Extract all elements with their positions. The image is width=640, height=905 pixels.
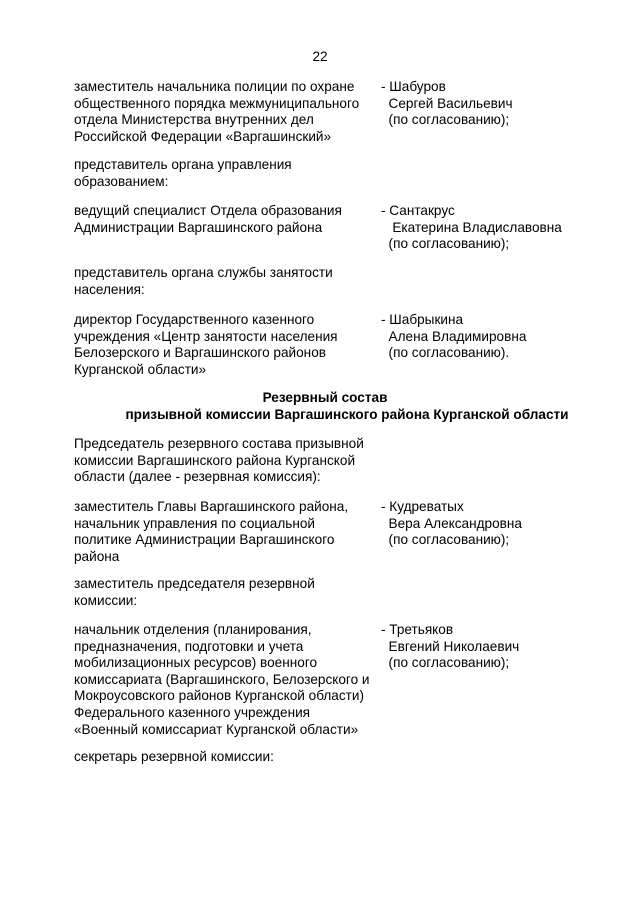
- person-line: (по согласованию);: [381, 236, 510, 252]
- role-employment-director: [74, 312, 374, 378]
- role-line: образованием:: [74, 173, 169, 189]
- person-line: - Шабуров: [381, 79, 446, 94]
- heading-line: призывной комиссии Варгашинского района Курганской области: [125, 406, 569, 422]
- role-military-department-head: [74, 622, 374, 738]
- person-line: Алена Владимировна: [381, 328, 527, 344]
- role-line: Федерального казенного учреждения: [74, 704, 311, 720]
- role-line: Курганской области»: [74, 361, 207, 377]
- person-kudrevatykh: [381, 499, 601, 549]
- role-education-representative: [74, 157, 374, 190]
- role-line: Российской Федерации «Варгашинский»: [74, 128, 332, 144]
- role-line: политике Администрации Варгашинского: [74, 532, 335, 548]
- person-line: Евгений Николаевич: [381, 638, 520, 654]
- person-line: Сергей Васильевич: [381, 95, 513, 111]
- role-line: предназначения, подготовки и учета: [74, 638, 304, 654]
- person-line: - Шабрыкина: [381, 312, 464, 327]
- role-police-deputy: [74, 79, 374, 145]
- heading-line: Резервный состав: [262, 390, 388, 405]
- person-shabrykina: [381, 312, 601, 362]
- role-line: общественного порядка межмуниципального: [74, 95, 360, 111]
- person-line: (по согласованию).: [381, 345, 510, 361]
- person-tretyakov: [381, 622, 601, 672]
- role-line: представитель органа управления: [74, 157, 292, 172]
- person-line: - Третьяков: [381, 622, 454, 637]
- role-line: ведущий специалист Отдела образования: [74, 203, 342, 218]
- role-line: директор Государственного казенного: [74, 312, 315, 327]
- person-line: Вера Александровна: [381, 515, 522, 531]
- role-line: начальник отделения (планирования,: [74, 622, 312, 637]
- person-line: - Сантакрус: [381, 203, 455, 218]
- page-number: 22: [312, 49, 328, 64]
- role-line: района: [74, 548, 120, 564]
- role-line: мобилизационных ресурсов) военного: [74, 655, 318, 671]
- person-line: (по согласованию);: [381, 112, 510, 128]
- role-line: представитель органа службы занятости: [74, 265, 333, 280]
- role-line: заместитель начальника полиции по охране: [74, 79, 355, 94]
- role-reserve-chairman: [74, 436, 374, 486]
- role-line: Белозерского и Варгашинского районов: [74, 345, 326, 361]
- role-line: комиссариата (Варгашинского, Белозерского и: [74, 671, 370, 687]
- role-reserve-deputy-chairman: [74, 576, 374, 609]
- person-santakrus: [381, 203, 601, 253]
- section-heading: [0, 390, 640, 423]
- role-employment-representative: [74, 265, 374, 298]
- role-line: отдела Министерства внутренних дел: [74, 112, 314, 128]
- role-line: начальник управления по социальной: [74, 515, 315, 531]
- role-line: заместитель председателя резервной: [74, 576, 315, 591]
- role-line: комиссии Варгашинского района Курганской: [74, 452, 356, 468]
- role-line: области (далее - резервная комиссия):: [74, 469, 321, 485]
- role-line: Мокроусовского районов Курганской области): [74, 688, 365, 704]
- role-line: комиссии:: [74, 592, 138, 608]
- role-line: «Военный комиссариат Курганской области»: [74, 721, 359, 737]
- person-line: (по согласованию);: [381, 532, 510, 548]
- role-line: учреждения «Центр занятости населения: [74, 328, 338, 344]
- person-line: - Кудреватых: [381, 499, 464, 514]
- role-line: заместитель Главы Варгашинского района,: [74, 499, 349, 514]
- person-line: (по согласованию);: [381, 655, 510, 671]
- role-reserve-secretary: [74, 749, 374, 766]
- role-deputy-head: [74, 499, 374, 565]
- role-line: секретарь резервной комиссии:: [74, 749, 274, 764]
- role-line: Председатель резервного состава призывной: [74, 436, 364, 451]
- role-education-specialist: [74, 203, 374, 236]
- person-line: Екатерина Владиславовна: [381, 219, 562, 235]
- role-line: Администрации Варгашинского района: [74, 219, 323, 235]
- person-shaburov: [381, 79, 601, 129]
- role-line: населения:: [74, 281, 145, 297]
